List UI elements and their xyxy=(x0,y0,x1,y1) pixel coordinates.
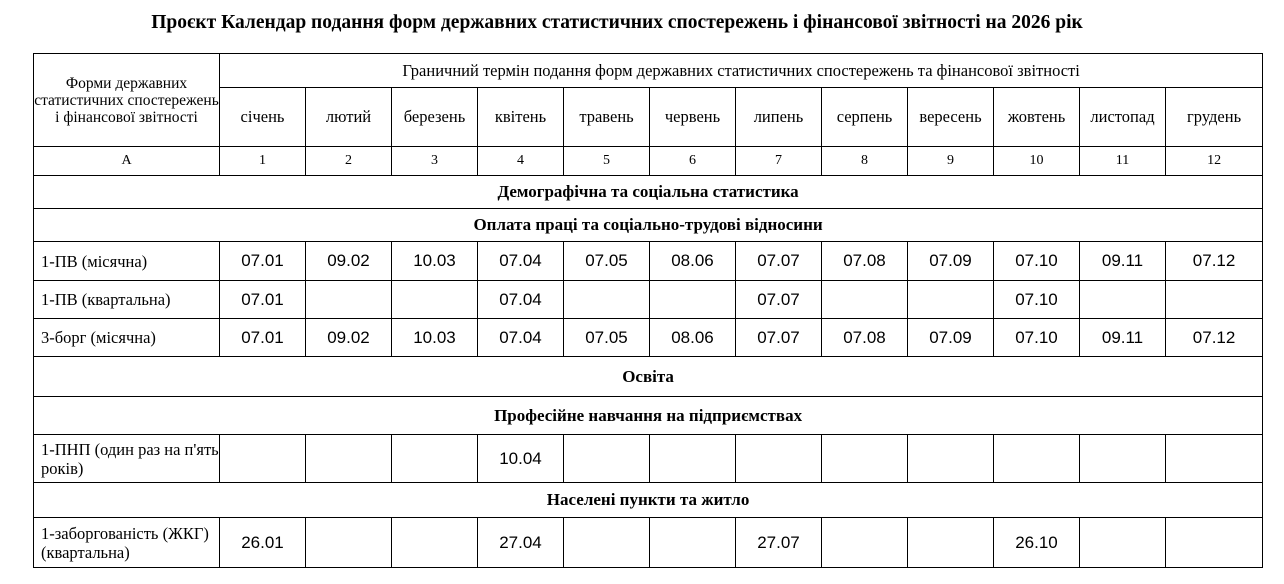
deadline-cell: 07.04 xyxy=(478,319,564,357)
deadline-cell xyxy=(392,518,478,568)
month-header: серпень xyxy=(822,88,908,147)
month-header: квітень xyxy=(478,88,564,147)
column-number: 8 xyxy=(822,147,908,176)
deadline-cell: 09.11 xyxy=(1080,242,1166,281)
deadline-cell xyxy=(564,435,650,483)
deadline-cell xyxy=(306,281,392,319)
deadline-cell xyxy=(564,518,650,568)
deadline-cell: 07.07 xyxy=(736,242,822,281)
deadline-cell: 08.06 xyxy=(650,242,736,281)
form-name: 1-ПВ (місячна) xyxy=(34,242,220,281)
month-header: червень xyxy=(650,88,736,147)
deadline-cell: 07.09 xyxy=(908,319,994,357)
deadline-cell: 07.10 xyxy=(994,319,1080,357)
deadline-cell: 07.09 xyxy=(908,242,994,281)
form-name: 1-ПВ (квартальна) xyxy=(34,281,220,319)
deadline-cell xyxy=(908,281,994,319)
month-header: травень xyxy=(564,88,650,147)
deadline-cell xyxy=(1166,518,1263,568)
section-heading: Освіта xyxy=(34,357,1263,397)
deadline-cell xyxy=(306,435,392,483)
section-heading: Населені пункти та житло xyxy=(34,483,1263,518)
month-header: липень xyxy=(736,88,822,147)
deadline-cell: 09.02 xyxy=(306,319,392,357)
form-name: 1-заборгованість (ЖКГ) (квартальна) xyxy=(34,518,220,568)
deadline-cell xyxy=(736,435,822,483)
form-name: 1-ПНП (один раз на п'ять років) xyxy=(34,435,220,483)
deadline-cell: 26.10 xyxy=(994,518,1080,568)
deadline-cell: 07.01 xyxy=(220,319,306,357)
deadline-cell xyxy=(392,281,478,319)
forms-column-header: Форми державних статистичних спостережень і фінансової звітності xyxy=(34,54,220,147)
deadline-cell xyxy=(1080,518,1166,568)
column-number: 7 xyxy=(736,147,822,176)
column-number: 9 xyxy=(908,147,994,176)
deadline-cell: 07.10 xyxy=(994,281,1080,319)
section-heading: Професійне навчання на підприємствах xyxy=(34,397,1263,435)
month-header: вересень xyxy=(908,88,994,147)
deadline-cell xyxy=(822,518,908,568)
deadline-cell xyxy=(822,435,908,483)
deadline-cell: 07.01 xyxy=(220,281,306,319)
deadline-cell: 07.10 xyxy=(994,242,1080,281)
deadline-cell xyxy=(822,281,908,319)
deadline-cell: 07.01 xyxy=(220,242,306,281)
deadline-cell xyxy=(650,518,736,568)
deadline-cell: 07.12 xyxy=(1166,242,1263,281)
deadline-cell: 07.08 xyxy=(822,319,908,357)
form-name: 3-борг (місячна) xyxy=(34,319,220,357)
deadline-cell: 07.07 xyxy=(736,319,822,357)
column-number: 12 xyxy=(1166,147,1263,176)
month-header: січень xyxy=(220,88,306,147)
table-row xyxy=(34,281,1263,319)
document-title: Проєкт Календар подання форм державних статистичних спостережень і фінансової звітності на 2026 рік xyxy=(151,12,1083,33)
deadline-cell xyxy=(650,435,736,483)
deadline-header: Граничний термін подання форм державних статистичних спостережень та фінансової звітності xyxy=(220,54,1263,88)
deadline-cell: 07.04 xyxy=(478,242,564,281)
deadline-cell: 07.12 xyxy=(1166,319,1263,357)
deadline-cell: 10.04 xyxy=(478,435,564,483)
deadline-cell: 26.01 xyxy=(220,518,306,568)
column-number: 1 xyxy=(220,147,306,176)
deadline-cell: 07.07 xyxy=(736,281,822,319)
column-letter: А xyxy=(34,147,220,176)
deadline-cell xyxy=(564,281,650,319)
table-row xyxy=(34,435,1263,483)
month-header: березень xyxy=(392,88,478,147)
deadline-cell: 07.05 xyxy=(564,242,650,281)
deadline-cell xyxy=(650,281,736,319)
deadline-cell xyxy=(994,435,1080,483)
month-header: листопад xyxy=(1080,88,1166,147)
deadline-cell xyxy=(908,518,994,568)
column-number: 4 xyxy=(478,147,564,176)
deadline-cell: 27.07 xyxy=(736,518,822,568)
deadline-cell: 10.03 xyxy=(392,319,478,357)
deadline-cell xyxy=(1080,281,1166,319)
column-number: 5 xyxy=(564,147,650,176)
deadline-cell xyxy=(1080,435,1166,483)
column-number: 3 xyxy=(392,147,478,176)
deadline-cell xyxy=(908,435,994,483)
header-row xyxy=(34,54,1263,88)
column-number: 2 xyxy=(306,147,392,176)
deadline-cell: 27.04 xyxy=(478,518,564,568)
month-header: грудень xyxy=(1166,88,1263,147)
deadline-cell: 10.03 xyxy=(392,242,478,281)
column-number: 10 xyxy=(994,147,1080,176)
deadline-cell: 09.02 xyxy=(306,242,392,281)
deadline-cell xyxy=(1166,435,1263,483)
month-header: жовтень xyxy=(994,88,1080,147)
deadline-cell: 07.04 xyxy=(478,281,564,319)
deadline-cell xyxy=(1166,281,1263,319)
column-number: 6 xyxy=(650,147,736,176)
deadline-cell xyxy=(392,435,478,483)
table-row xyxy=(34,518,1263,568)
month-header: лютий xyxy=(306,88,392,147)
column-numbers-row xyxy=(34,147,1263,176)
section-heading: Демографічна та соціальна статистика xyxy=(34,176,1263,209)
deadline-cell: 07.08 xyxy=(822,242,908,281)
deadline-cell: 09.11 xyxy=(1080,319,1166,357)
table-row xyxy=(34,242,1263,281)
deadline-cell xyxy=(220,435,306,483)
calendar-table xyxy=(33,53,1263,568)
deadline-cell: 08.06 xyxy=(650,319,736,357)
column-number: 11 xyxy=(1080,147,1166,176)
table-row xyxy=(34,319,1263,357)
section-heading: Оплата праці та соціально-трудові відносини xyxy=(34,209,1263,242)
deadline-cell: 07.05 xyxy=(564,319,650,357)
deadline-cell xyxy=(306,518,392,568)
